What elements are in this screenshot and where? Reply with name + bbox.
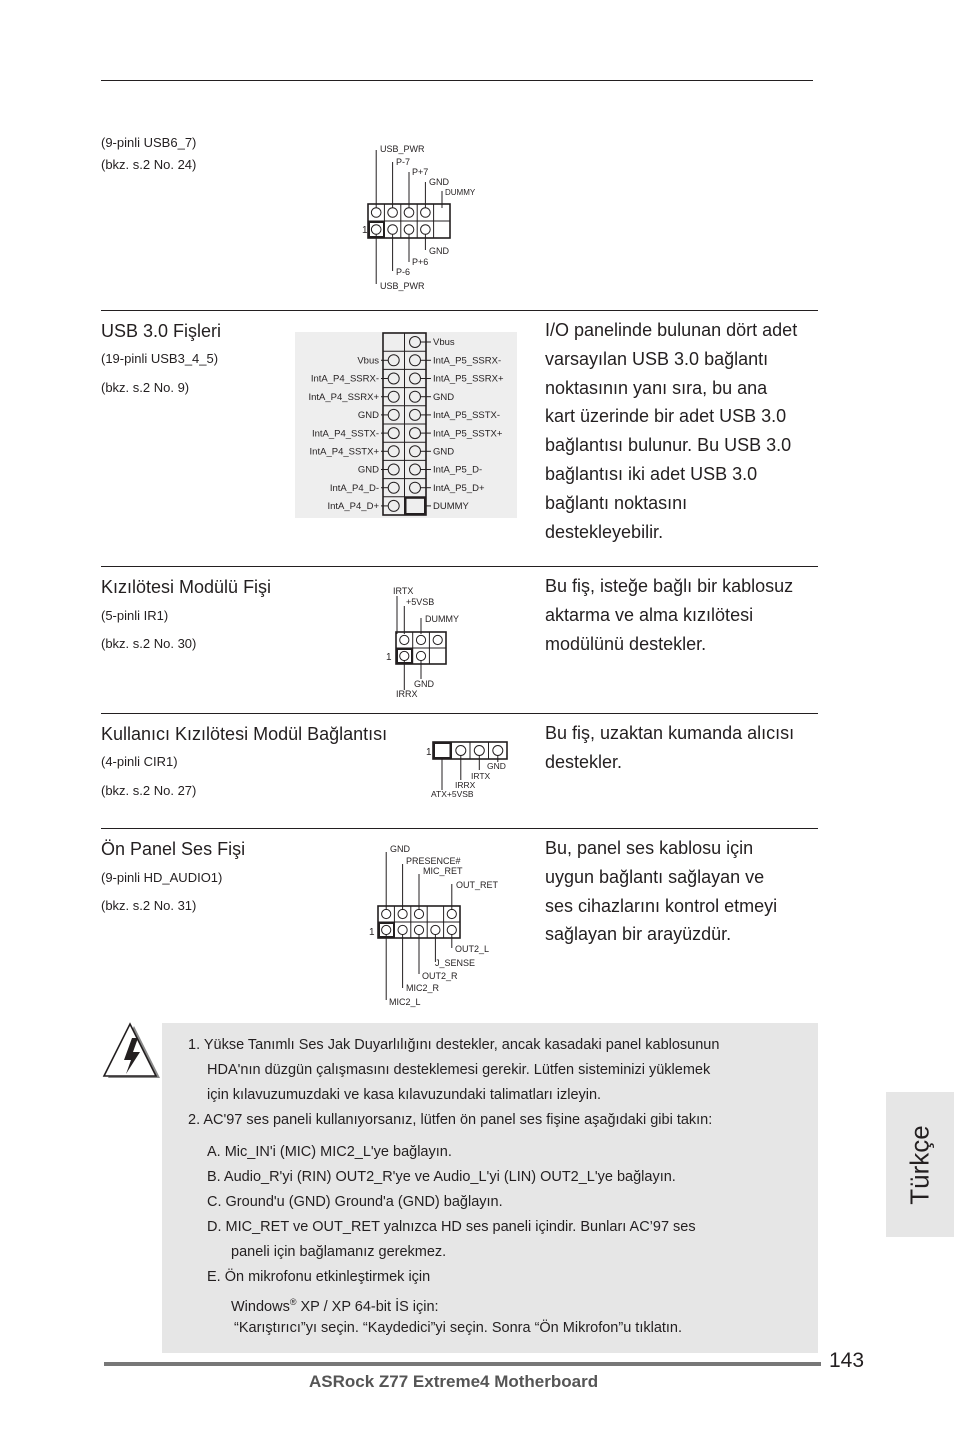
top-rule <box>101 80 813 81</box>
audio-label: PRESENCE# <box>406 856 461 866</box>
usb2-label: P-6 <box>396 267 411 277</box>
cir-desc-line: Bu fiş, uzaktan kumanda alıcısı <box>545 723 795 743</box>
note-1-line: HDA'nın düzgün çalışmasını desteklemesi gerekir. Lütfen sisteminizi yüklemek <box>207 1062 711 1078</box>
ir-title: Kızılötesi Modülü Fişi <box>101 577 272 597</box>
windows-text: Windows <box>231 1298 290 1315</box>
note-2-item-d: D. MIC_RET ve OUT_RET yalnızca HD ses paneli içindir. Bunları AC’97 ses <box>207 1219 696 1235</box>
usb3-description <box>545 316 820 546</box>
ir-label: +5VSB <box>406 597 435 607</box>
note-1-line: için kılavuzumuzdaki ve kasa kılavuzundaki talimatları izleyin. <box>207 1087 602 1103</box>
ir-desc-line: aktarma ve alma kızılötesi <box>545 604 754 625</box>
note-2-item-b: B. Audio_R'yi (RIN) OUT2_R'ye ve Audio_L'yi (LIN) OUT2_L'ye bağlayın. <box>207 1169 676 1185</box>
cir-ref: (bkz. s.2 No. 27) <box>101 783 197 798</box>
language-side-tab <box>886 1092 954 1237</box>
note-2-item-e: E. Ön mikrofonu etkinleştirmek için <box>207 1269 431 1285</box>
cir-desc-line: destekler. <box>545 751 623 772</box>
audio-ref: (bkz. s.2 No. 31) <box>101 898 197 913</box>
usb3-right-label: GND <box>433 446 455 458</box>
audio-desc-line: uygun bağlantı sağlayan ve <box>545 866 765 887</box>
note-2-item-a: A. Mic_IN'i (MIC) MIC2_L'ye bağlayın. <box>207 1144 452 1160</box>
section-divider <box>101 566 818 567</box>
usb3-left-label: GND <box>357 464 379 476</box>
usb3-left-label: IntA_P4_D- <box>329 482 379 494</box>
ir-desc-line: modülünü destekler. <box>545 633 707 654</box>
usb3-right-label: DUMMY <box>433 501 469 513</box>
note-2: 2. AC'97 ses paneli kullanıyorsanız, lütfen ön panel ses fişine aşağıdaki gibi takın: <box>188 1112 713 1128</box>
ir-label: IRTX <box>393 586 414 596</box>
cir-label: IRTX <box>471 771 491 781</box>
cir-label: GND <box>487 761 506 771</box>
ir-description <box>545 572 820 658</box>
section-divider <box>101 713 818 714</box>
usb3-right-label: GND <box>433 391 455 403</box>
usb3-right-label: IntA_P5_SSTX- <box>433 410 501 422</box>
usb3-left-label: GND <box>357 410 379 422</box>
audio-title: Ön Panel Ses Fişi <box>101 839 246 859</box>
ir-label: IRRX <box>396 689 418 699</box>
ir-desc-line: Bu fiş, isteğe bağlı bir kablosuz <box>545 576 794 596</box>
footer-rule <box>104 1362 821 1366</box>
audio-label: J_SENSE <box>435 958 476 968</box>
section-divider <box>101 828 818 829</box>
usb3-ref: (bkz. s.2 No. 9) <box>101 380 190 395</box>
usb3-right-label: IntA_P5_SSRX+ <box>433 373 504 385</box>
ir-pins-line: (5-pinli IR1) <box>101 608 169 623</box>
usb3-desc-line: bağlantısı iki adet USB 3.0 <box>545 463 758 484</box>
usb3-right-label: IntA_P5_D- <box>433 464 483 476</box>
usb3-desc-line: destekleyebilir. <box>545 521 664 542</box>
audio-label: OUT_RET <box>456 880 499 890</box>
ir-label: GND <box>414 679 434 689</box>
cir-description <box>545 719 820 777</box>
language-side-tab-label: Türkçe <box>904 1124 935 1205</box>
audio-label: OUT2_R <box>422 971 458 981</box>
usb3-desc-line: I/O panelinde bulunan dört adet <box>545 320 798 340</box>
usb2-label: P+6 <box>412 257 429 267</box>
audio-desc-line: ses cihazlarını kontrol etmeyi <box>545 895 778 916</box>
warning-icon <box>100 1022 164 1082</box>
registered-mark: ® <box>289 1297 297 1307</box>
note-2-item-c: C. Ground'u (GND) Ground'a (GND) bağlayın. <box>207 1194 503 1210</box>
usb2-label: USB_PWR <box>380 281 425 291</box>
usb3-header-diagram <box>295 332 517 518</box>
audio-desc-line: sağlayan bir arayüzdür. <box>545 924 732 945</box>
audio-description <box>545 834 820 949</box>
audio-desc-line: Bu, panel ses kablosu için <box>545 838 754 858</box>
cir-pins-line: (4-pinli CIR1) <box>101 754 178 769</box>
ir-ref: (bkz. s.2 No. 30) <box>101 636 197 651</box>
note-1-line: 1. Yükse Tanımlı Ses Jak Duyarlılığını destekler, ancak kasadaki panel kablosunun <box>188 1037 720 1053</box>
page-number: 143 <box>829 1349 865 1372</box>
audio-label: OUT2_L <box>455 944 490 954</box>
cir-pin1-label: 1 <box>426 747 432 758</box>
usb2-label: DUMMY <box>445 188 476 197</box>
usb3-left-label: IntA_P4_SSRX+ <box>308 391 379 403</box>
os-version-text: XP / XP 64-bit İS için: <box>296 1298 439 1315</box>
usb3-desc-line: kart üzerinde bir adet USB 3.0 <box>545 406 787 427</box>
usb2-header-diagram <box>360 138 480 296</box>
usb3-desc-line: bağlantı noktasını <box>545 492 688 513</box>
cir-title: Kullanıcı Kızılötesi Modül Bağlantısı <box>101 724 388 744</box>
usb2-label: USB_PWR <box>380 144 425 154</box>
audio-pins-line: (9-pinli HD_AUDIO1) <box>101 870 223 885</box>
usb3-right-label: IntA_P5_D+ <box>433 482 485 494</box>
cir-label: ATX+5VSB <box>431 789 474 799</box>
usb2-label: P-7 <box>396 157 411 167</box>
usb2-pins-line: (9-pinli USB6_7) <box>101 135 197 150</box>
usb3-left-label: IntA_P4_SSTX+ <box>309 446 379 458</box>
usb2-ref: (bkz. s.2 No. 24) <box>101 157 197 172</box>
section-divider <box>101 310 818 311</box>
usb3-desc-line: bağlantısı bulunur. Bu USB 3.0 <box>545 435 792 456</box>
usb3-pins-line: (19-pinli USB3_4_5) <box>101 351 219 366</box>
ir-pin1-label: 1 <box>386 652 392 663</box>
note-2-item-d-cont: paneli için bağlamanız gerekmez. <box>231 1244 447 1260</box>
cir-header-diagram <box>425 738 517 802</box>
footer-title: ASRock Z77 Extreme4 Motherboard <box>309 1372 599 1391</box>
usb3-right-label: IntA_P5_SSRX- <box>433 355 502 367</box>
audio-label: MIC2_R <box>406 983 440 993</box>
note-2-item-e-steps: “Karıştırıcı”yı seçin. “Kaydedici”yi seçin. Sonra “Ön Mikrofon”u tıklatın. <box>234 1320 683 1336</box>
usb3-left-label: IntA_P4_SSRX- <box>310 373 379 385</box>
audio-pin1-label: 1 <box>369 927 375 938</box>
usb3-desc-line: varsayılan USB 3.0 bağlantı <box>545 348 769 369</box>
usb3-title: USB 3.0 Fişleri <box>101 321 222 341</box>
audio-label: GND <box>390 844 410 854</box>
audio-label: MIC_RET <box>423 866 463 876</box>
usb3-left-label: IntA_P4_D+ <box>327 501 379 513</box>
usb2-label: GND <box>429 246 449 256</box>
usb3-right-label: IntA_P5_SSTX+ <box>433 428 503 440</box>
usb2-pin1-label: 1 <box>362 225 368 236</box>
usb3-right-label: Vbus <box>433 337 455 349</box>
usb3-desc-line: noktasının yanı sıra, bu ana <box>545 377 768 398</box>
usb3-left-label: IntA_P4_SSTX- <box>311 428 379 440</box>
usb2-label: P+7 <box>412 167 429 177</box>
audio-header-diagram <box>365 840 505 1010</box>
usb2-label: GND <box>429 177 449 187</box>
usb3-left-label: Vbus <box>357 355 379 367</box>
audio-label: MIC2_L <box>389 997 421 1007</box>
ir-label: DUMMY <box>425 614 459 624</box>
ir-header-diagram <box>385 584 475 702</box>
cir-label: IRRX <box>455 780 476 790</box>
